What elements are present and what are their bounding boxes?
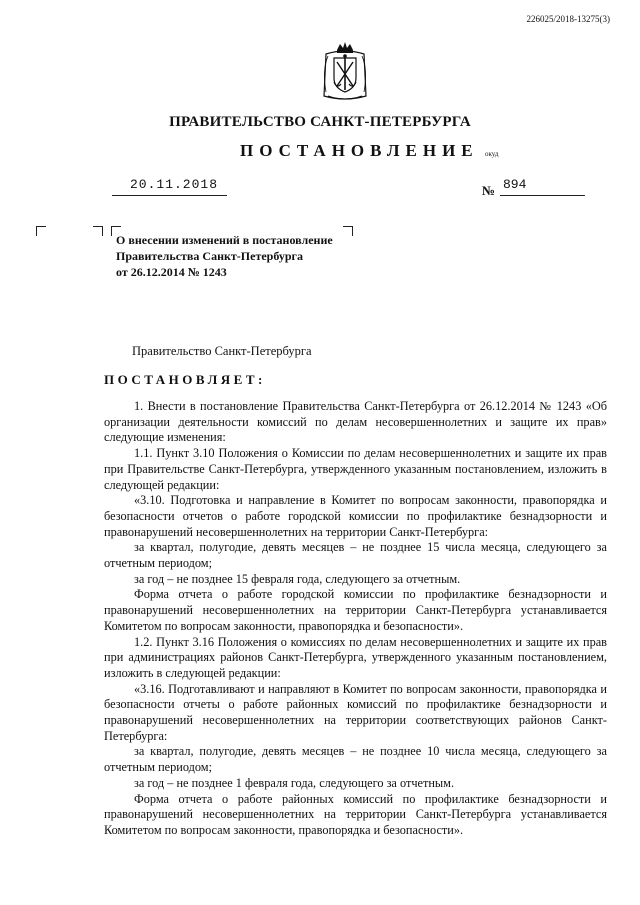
document-number: 894 bbox=[503, 177, 527, 192]
number-underline bbox=[500, 195, 585, 196]
body-paragraph: за квартал, полугодие, девять месяцев – не позднее 10 числа месяца, следующего за отчетным периодом; bbox=[104, 744, 607, 775]
corner-mark-left bbox=[36, 226, 46, 236]
number-label: № bbox=[482, 183, 496, 198]
date-underline bbox=[112, 195, 227, 196]
body-paragraph: 1.1. Пункт 3.10 Положения о Комиссии по делам несовершеннолетних и защите их прав при Правительстве Санкт-Петербурга, утвержденного указанным постановлением, изложить в следующей редакции: bbox=[104, 446, 607, 492]
document-id: 226025/2018-13275(3) bbox=[526, 14, 610, 24]
body-paragraph: «3.10. Подготовка и направление в Комитет по вопросам законности, правопорядка и безопасности отчетов о работе городской комиссии по профилактике безнадзорности и правонарушений несовершеннолетних на территории Санкт-Петербурга: bbox=[104, 493, 607, 539]
document-body bbox=[104, 399, 607, 839]
document-subject bbox=[116, 232, 366, 280]
subject-line: от 26.12.2014 № 1243 bbox=[116, 265, 227, 279]
okud-label: окуд bbox=[485, 150, 499, 158]
decree-word: ПОСТАНОВЛЯЕТ: bbox=[104, 372, 266, 387]
subject-line: Правительства Санкт-Петербурга bbox=[116, 249, 304, 263]
spb-coat-of-arms-icon bbox=[318, 40, 372, 104]
body-paragraph: 1.2. Пункт 3.16 Положения о комиссиях по делам несовершеннолетних и защите их прав при администрациях районов Санкт-Петербурга, утвержденного указанным постановлением, изложить в следующей редакции: bbox=[104, 634, 607, 680]
body-paragraph: за квартал, полугодие, девять месяцев – не позднее 15 числа месяца, следующего за отчетным периодом; bbox=[104, 540, 607, 571]
preamble: Правительство Санкт-Петербурга bbox=[132, 344, 312, 358]
body-paragraph: за год – не позднее 15 февраля года, следующего за отчетным. bbox=[134, 571, 461, 586]
body-paragraph: Форма отчета о работе городской комиссии по профилактике безнадзорности и правонарушений несовершеннолетних на территории Санкт-Петербурга устанавливается Комитетом по вопросам законности, правопорядка и безопасности». bbox=[104, 587, 607, 633]
government-title: ПРАВИТЕЛЬСТВО САНКТ-ПЕТЕРБУРГА bbox=[169, 114, 471, 130]
body-paragraph: 1. Внести в постановление Правительства Санкт-Петербурга от 26.12.2014 № 1243 «Об организации деятельности комиссий по делам несовершеннолетних и защите их прав» следующие изменения: bbox=[104, 399, 607, 445]
body-paragraph: за год – не позднее 1 февраля года, следующего за отчетным. bbox=[134, 775, 455, 790]
subject-line: О внесении изменений в постановление bbox=[116, 233, 333, 247]
document-date: 20.11.2018 bbox=[130, 177, 219, 192]
corner-mark-mid-right bbox=[93, 226, 103, 236]
document-type: ПОСТАНОВЛЕНИЕ bbox=[240, 141, 479, 160]
body-paragraph: Форма отчета о работе районных комиссий по профилактике безнадзорности и правонарушений несовершеннолетних на территории Санкт-Петербурга устанавливается Комитетом по вопросам законности, правопорядка и безопасности». bbox=[104, 791, 607, 837]
body-paragraph: «3.16. Подготавливают и направляют в Комитет по вопросам законности, правопорядка и безопасности отчеты о работе районных комиссий по профилактике безнадзорности и правонарушений несовершеннолетних на территории соответствующих районов Санкт-Петербурга: bbox=[104, 681, 607, 743]
